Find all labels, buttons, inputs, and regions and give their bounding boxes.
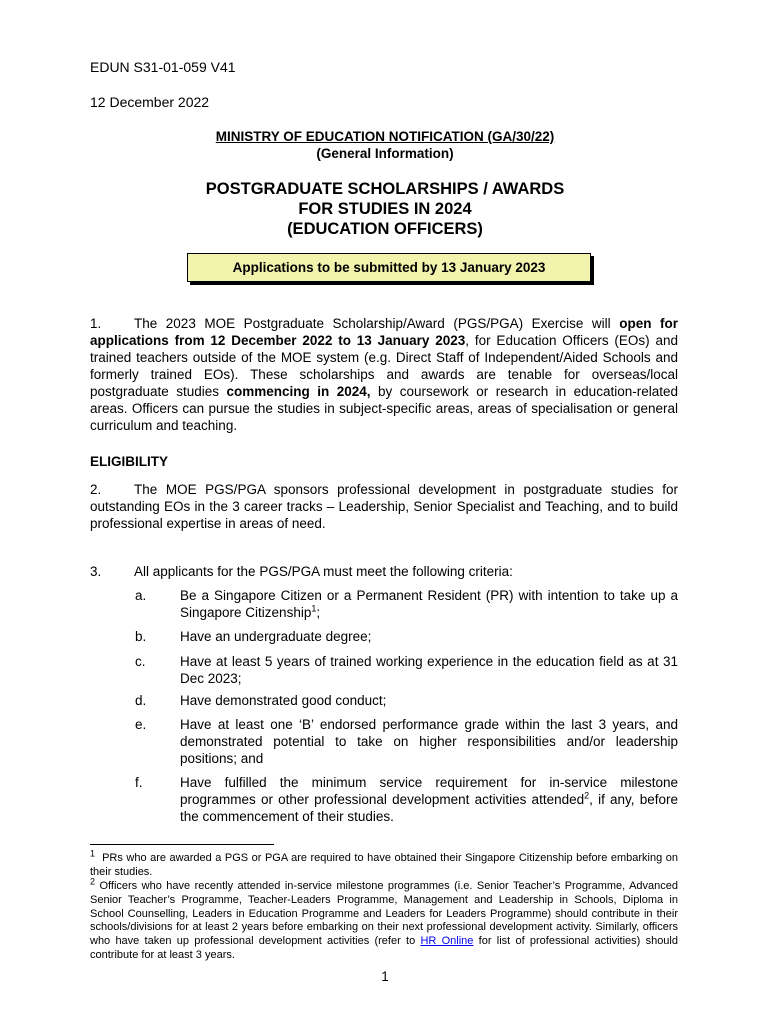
criterion-letter: d. (135, 693, 147, 708)
criterion-text: Have at least 5 years of trained working experience in the education field as at 31 Dec 2023; (180, 654, 678, 686)
footnote-mark: 1 (90, 848, 96, 859)
footnote-mark: 2 (90, 876, 96, 887)
paragraph-number: 2. (90, 482, 102, 497)
paragraph-2 (90, 481, 678, 532)
criterion-item (135, 692, 678, 709)
page-title (0, 179, 770, 239)
footnote-ref: 2 (584, 790, 590, 801)
criterion-text: Have demonstrated good conduct; (180, 693, 387, 708)
criterion-letter: c. (135, 654, 146, 669)
criterion-letter: e. (135, 717, 147, 732)
criterion-text: Be a Singapore Citizen or a Permanent Resident (PR) with intention to take up a Singapore Citizenship (180, 588, 678, 620)
document-reference: EDUN S31-01-059 V41 (90, 59, 236, 75)
criterion-item (135, 653, 678, 687)
criterion-letter: a. (135, 588, 147, 603)
hr-online-link[interactable]: HR Online (420, 935, 474, 948)
footnote-divider (90, 844, 274, 845)
paragraph-bold-text: commencing in 2024, (226, 384, 371, 399)
footnote-text: for list of professional activities) should contribute for at least 3 years. (90, 935, 678, 961)
document-date: 12 December 2022 (90, 94, 210, 110)
notification-subtitle: (General Information) (316, 146, 454, 161)
paragraph-number: 3. (90, 564, 102, 579)
paragraph-text: The MOE PGS/PGA sponsors professional development in postgraduate studies for outstanding EOs in the 3 career tracks – Leadership, Senior Specialist and Teaching, and to build professional expertise in areas of need. (90, 482, 678, 531)
footnote-ref: 1 (311, 603, 317, 614)
application-deadline-text: Applications to be submitted by 13 January 2023 (232, 260, 546, 275)
title-line-2: FOR STUDIES IN 2024 (298, 200, 472, 218)
eligibility-heading: ELIGIBILITY (90, 454, 169, 469)
criterion-letter: b. (135, 629, 147, 644)
paragraph-bold-text: open for applications from 12 December 2022 to 13 January 2023 (90, 316, 678, 348)
footnote-1 (90, 848, 678, 880)
paragraph-text: , for Education Officers (EOs) and trained teachers outside of the MOE system (e.g. Direct Staff of Independent/Aided Schools and formerly trained EOs). These scholarships and awards are tenable for overseas/local postgraduate studies (90, 333, 678, 399)
paragraph-3 (90, 564, 513, 579)
criterion-item (135, 628, 678, 645)
page-number: 1 (381, 969, 389, 984)
title-line-3: (EDUCATION OFFICERS) (287, 220, 483, 238)
criterion-item (135, 774, 678, 825)
criterion-text: Have fulfilled the minimum service requirement for in-service milestone programmes or other professional development activities attended (180, 775, 678, 807)
application-deadline-box (187, 253, 591, 282)
criterion-text-end: , if any, before the commencement of their studies. (180, 792, 678, 824)
criterion-item (135, 587, 678, 621)
footnote-2 (90, 876, 678, 963)
paragraph-1 (90, 315, 678, 434)
footnote-text: Officers who have recently attended in-service milestone programmes (i.e. Senior Teacher’s Programme, Advanced Senior Teacher’s Programme, Teacher-Leaders Programme, Management and Leadership in Schools, Diploma in School Counselling, Leaders in Education Programme and Leaders for Leaders Programme) should contribute in their schools/divisions for at least 2 years before embarking on their next professional development activity. Similarly, officers who have taken up professional development activities (refer to (90, 880, 678, 948)
criterion-item (135, 716, 678, 767)
paragraph-text: The 2023 MOE Postgraduate Scholarship/Award (PGS/PGA) Exercise will (134, 316, 620, 331)
paragraph-number: 1. (90, 316, 102, 331)
criterion-letter: f. (135, 775, 143, 790)
notification-title: MINISTRY OF EDUCATION NOTIFICATION (GA/30/22) (215, 129, 555, 144)
criterion-text-end: ; (316, 605, 321, 620)
criterion-text: Have at least one ‘B’ endorsed performance grade within the last 3 years, and demonstrated potential to take on higher responsibilities and/or leadership positions; and (180, 717, 678, 766)
paragraph-text: All applicants for the PGS/PGA must meet the following criteria: (134, 564, 513, 579)
title-line-1: POSTGRADUATE SCHOLARSHIPS / AWARDS (205, 180, 565, 198)
paragraph-text: by coursework or research in education-related areas. Officers can pursue the studies in subject-specific areas, areas of specialisation or general curriculum and teaching. (90, 384, 678, 433)
footnote-text: PRs who are awarded a PGS or PGA are required to have obtained their Singapore Citizenship before embarking on their studies. (90, 852, 678, 878)
criterion-text: Have an undergraduate degree; (180, 629, 372, 644)
